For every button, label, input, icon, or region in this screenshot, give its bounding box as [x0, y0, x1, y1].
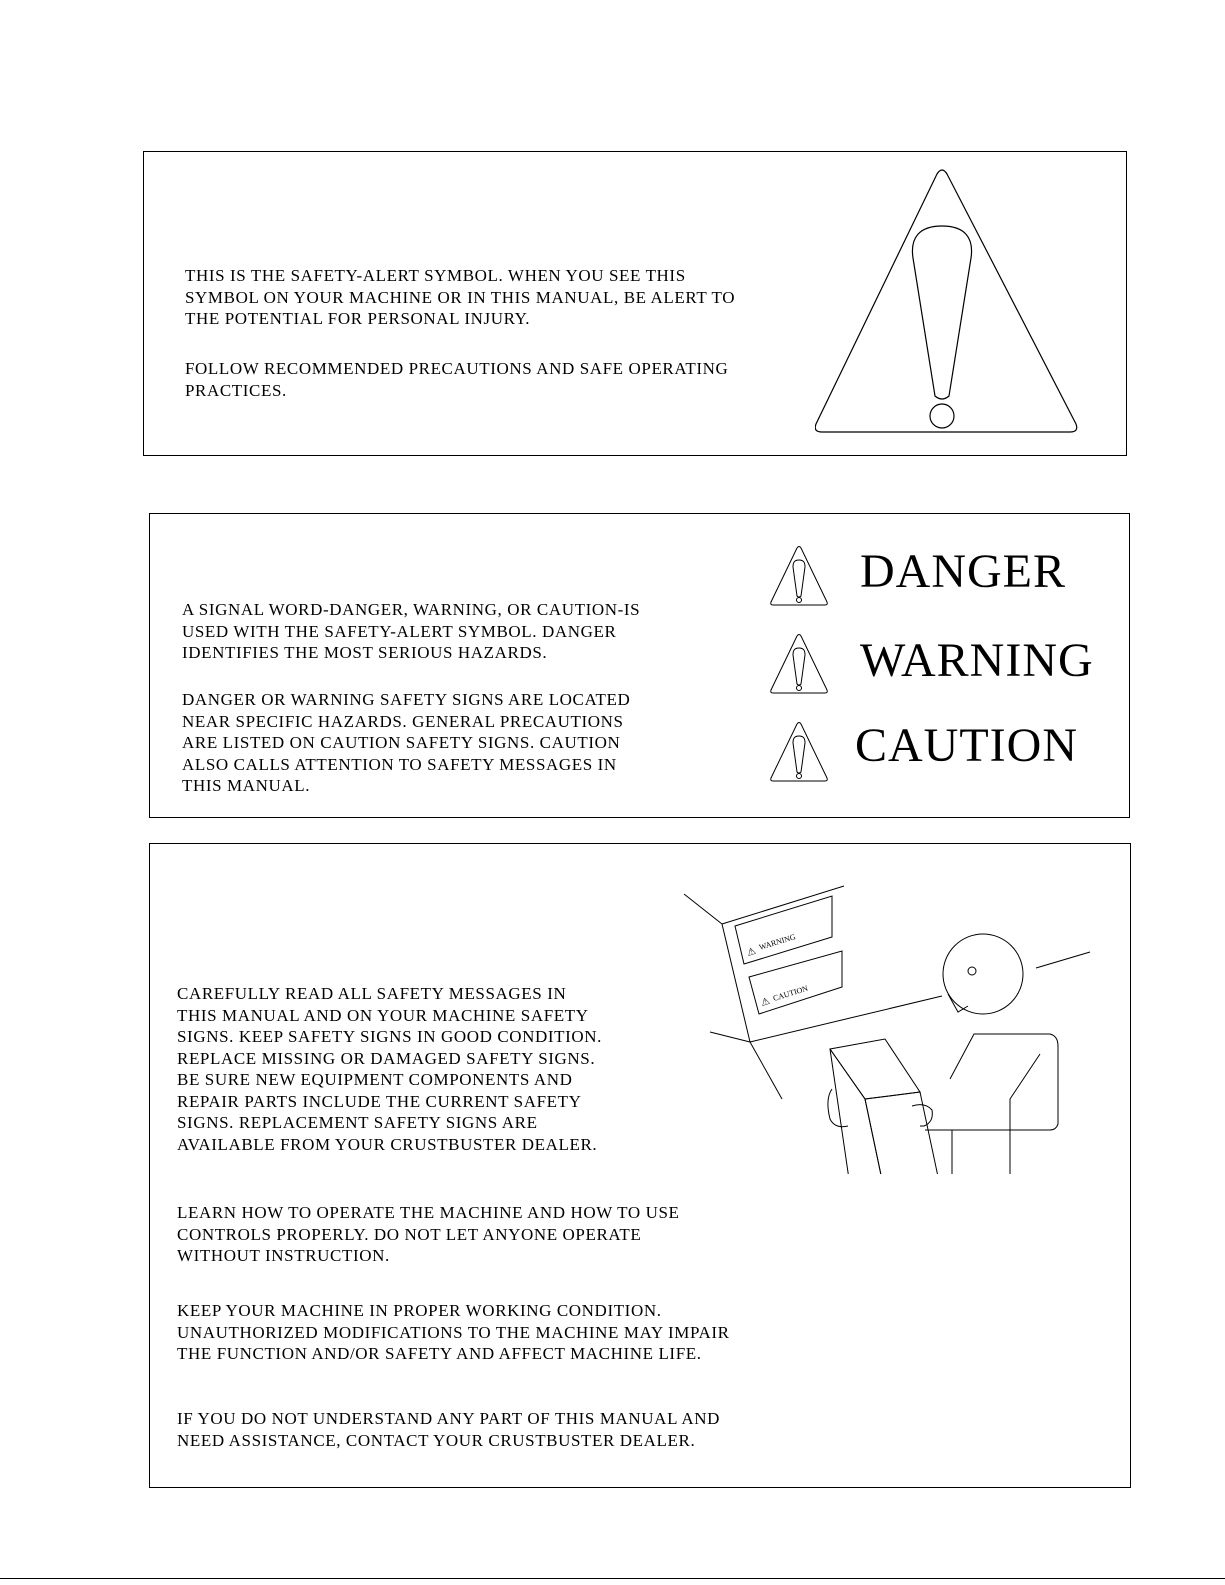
read-safety-messages-paragraph: CAREFULLY READ ALL SAFETY MESSAGES IN THIS MANUAL AND ON YOUR MACHINE SAFETY SIGNS. KEEP SAFETY SIGNS IN GOOD CONDITION. REPLACE MISSING OR DAMAGED SAFETY SIGNS. BE SURE NEW EQUIPMENT COMPONENTS AND REPAIR PARTS INCLUDE THE CURRENT SAFETY SIGNS. REPLACEMENT SAFETY SIGNS ARE AVAILABLE FROM YOUR CRUSTBUSTER DEALER.	[177, 984, 602, 1154]
caution-signal-word: CAUTION	[855, 719, 1078, 772]
signal-word-paragraph: A SIGNAL WORD-DANGER, WARNING, OR CAUTION-IS USED WITH THE SAFETY-ALERT SYMBOL. DANGER IDENTIFIES THE MOST SERIOUS HAZARDS.	[182, 600, 641, 662]
safety-alert-panel	[143, 151, 1127, 456]
svg-text:⚠: ⚠	[759, 995, 772, 1009]
person-reading-manual-illustration	[680, 874, 1100, 1174]
large-safety-alert-icon	[815, 166, 1085, 446]
signal-word-panel	[149, 513, 1130, 818]
illustration-caution-sign-text: CAUTION	[771, 983, 810, 1003]
safety-alert-paragraph: THIS IS THE SAFETY-ALERT SYMBOL. WHEN YOU SEE THIS SYMBOL ON YOUR MACHINE OR IN THIS MANUAL, BE ALERT TO THE POTENTIAL FOR PERSONAL INJURY.	[185, 266, 736, 328]
illustration-warning-sign-text: WARNING	[757, 932, 797, 952]
working-condition-paragraph: KEEP YOUR MACHINE IN PROPER WORKING CONDITION. UNAUTHORIZED MODIFICATIONS TO THE MACHINE MAY IMPAIR THE FUNCTION AND/OR SAFETY AND AFFECT MACHINE LIFE.	[177, 1301, 730, 1363]
warning-signal-word: WARNING	[860, 634, 1094, 687]
caution-alert-icon	[770, 722, 828, 784]
contact-dealer-paragraph: IF YOU DO NOT UNDERSTAND ANY PART OF THIS MANUAL AND NEED ASSISTANCE, CONTACT YOUR CRUSTBUSTER DEALER.	[177, 1409, 720, 1450]
learn-operation-paragraph: LEARN HOW TO OPERATE THE MACHINE AND HOW TO USE CONTROLS PROPERLY. DO NOT LET ANYONE OPERATE WITHOUT INSTRUCTION.	[177, 1203, 680, 1265]
danger-signal-word: DANGER	[860, 545, 1066, 598]
warning-alert-icon	[770, 634, 828, 696]
page-bottom-rule	[0, 1578, 1225, 1579]
read-manual-panel	[149, 843, 1131, 1488]
svg-text:⚠: ⚠	[745, 945, 758, 959]
danger-alert-icon	[770, 546, 828, 608]
sign-location-paragraph: DANGER OR WARNING SAFETY SIGNS ARE LOCATED NEAR SPECIFIC HAZARDS. GENERAL PRECAUTIONS ARE LISTED ON CAUTION SAFETY SIGNS. CAUTION ALSO CALLS ATTENTION TO SAFETY MESSAGES IN THIS MANUAL.	[182, 690, 631, 795]
precautions-paragraph: FOLLOW RECOMMENDED PRECAUTIONS AND SAFE OPERATING PRACTICES.	[185, 359, 729, 400]
